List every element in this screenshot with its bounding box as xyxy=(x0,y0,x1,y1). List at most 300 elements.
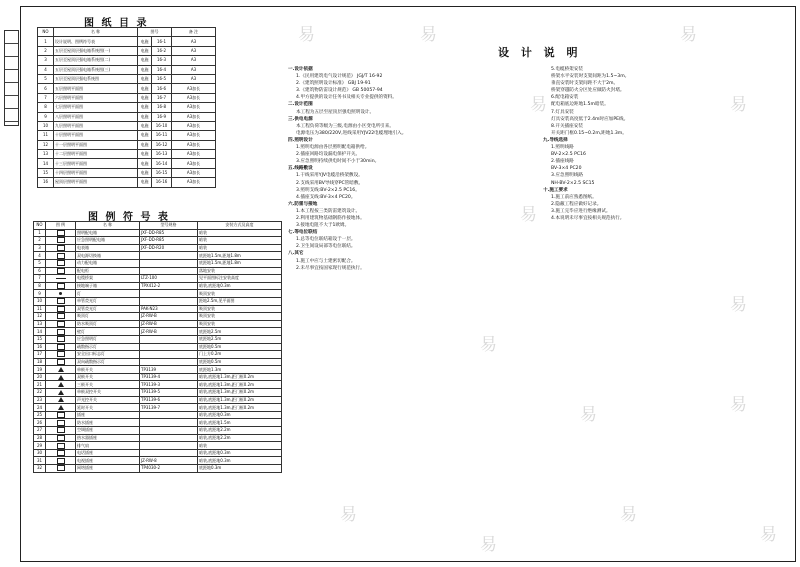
legend-install: 暗装,底距地0.3m xyxy=(198,282,282,290)
index-cell: 八层照明平面图 xyxy=(54,112,138,121)
legend-install: 距地2.5m,见平面图 xyxy=(198,297,282,305)
legend-symbol-icon xyxy=(57,427,65,433)
index-cell: 16-4 xyxy=(152,65,172,74)
legend-model: TP3139-5 xyxy=(140,389,198,397)
legend-model xyxy=(140,351,198,359)
legend-name: 声光控开关 xyxy=(76,396,140,404)
index-row xyxy=(38,159,216,168)
legend-symbol-icon xyxy=(57,336,65,342)
legend-install: 暗装,底距地1.3m,距门框0.2m xyxy=(198,373,282,381)
legend-name: 灯 xyxy=(76,290,140,298)
design-note-line: 8.开关插座安装 xyxy=(551,123,583,129)
index-cell: 电施 xyxy=(138,37,152,46)
design-note-line: 3.应急照明线路 xyxy=(551,173,583,179)
legend-model xyxy=(140,259,198,267)
design-note-line: 2.《建筑照明设计标准》 GBJ 19-91 xyxy=(296,81,371,87)
legend-model xyxy=(140,335,198,343)
design-note-line: 二.设计范围 xyxy=(288,102,313,108)
watermark: 易 xyxy=(730,395,747,415)
legend-symbol-icon xyxy=(57,268,65,274)
legend-row xyxy=(34,457,282,465)
legend-model xyxy=(140,267,198,275)
legend-name: 双电源切换箱 xyxy=(76,252,140,260)
legend-row xyxy=(34,297,282,305)
design-notes-left-column xyxy=(288,66,532,272)
legend-install: 暗装,底距地0.3m xyxy=(198,457,282,465)
design-notes-right-column xyxy=(543,66,783,222)
legend-symbol-icon xyxy=(57,321,65,327)
watermark: 易 xyxy=(480,535,497,555)
legend-symbol xyxy=(46,434,76,442)
legend-row xyxy=(34,335,282,343)
legend-install: 落地安装 xyxy=(198,267,282,275)
legend-header-cell: NO xyxy=(34,222,46,230)
drawing-index-title: 图 纸 目 录 xyxy=(84,18,149,29)
index-cell: 九层照明平面图 xyxy=(54,121,138,130)
legend-model: TPX412-2 xyxy=(140,282,198,290)
legend-no: 31 xyxy=(34,457,46,465)
index-row xyxy=(38,131,216,140)
index-cell: 设计说明、图例符号表 xyxy=(54,37,138,46)
design-note-line: 1.施工中应与土建密切配合。 xyxy=(296,258,356,264)
design-note-line: 五.线路敷设 xyxy=(288,166,313,172)
legend-no: 18 xyxy=(34,358,46,366)
legend-no: 23 xyxy=(34,396,46,404)
legend-no: 15 xyxy=(34,335,46,343)
legend-symbol xyxy=(46,335,76,343)
legend-header-cell: 安装方式及高度 xyxy=(198,222,282,230)
legend-symbol-icon xyxy=(57,465,65,471)
legend-name: 电话插座 xyxy=(76,449,140,457)
index-cell: A3加长 xyxy=(172,112,216,121)
title-block-cell xyxy=(5,31,18,44)
legend-name: 防水插座 xyxy=(76,419,140,427)
legend-model xyxy=(140,290,198,298)
legend-symbol-icon xyxy=(57,313,65,319)
legend-row xyxy=(34,411,282,419)
legend-symbol-icon xyxy=(58,397,64,402)
index-cell: 14 xyxy=(38,159,54,168)
design-note-line: 2.未尽事宜按国家现行规范执行。 xyxy=(296,265,365,271)
legend-name: 网络插座 xyxy=(76,465,140,473)
design-note-line: 2.利用建筑物基础钢筋作接地体。 xyxy=(296,215,365,221)
index-cell: 12 xyxy=(38,140,54,149)
legend-install: 暗装,底距地1.3m,距门框0.2m xyxy=(198,389,282,397)
index-cell: A3加长 xyxy=(172,84,216,93)
legend-name: 照明配电箱 xyxy=(76,229,140,237)
index-cell: A3 xyxy=(172,46,216,55)
index-cell: 电施 xyxy=(138,121,152,130)
design-note-line: 2.隐蔽工程应做好记录。 xyxy=(551,201,602,207)
index-cell: 16-8 xyxy=(152,103,172,112)
legend-model: LTZ-100 xyxy=(140,275,198,283)
legend-install: 暗装,底距地2.2m xyxy=(198,434,282,442)
legend-install: 暗装,底距地1.3m,距门框0.2m xyxy=(198,381,282,389)
design-note-line: 十.施工要求 xyxy=(543,187,568,193)
legend-install: 底距地1.3m xyxy=(198,366,282,374)
legend-symbol xyxy=(46,358,76,366)
legend-model: JZ-RW-B xyxy=(140,320,198,328)
legend-row xyxy=(34,259,282,267)
legend-no: 2 xyxy=(34,237,46,245)
legend-symbol xyxy=(46,465,76,473)
legend-symbol xyxy=(46,252,76,260)
legend-no: 21 xyxy=(34,381,46,389)
index-cell: A3加长 xyxy=(172,121,216,130)
index-cell: 16 xyxy=(38,178,54,187)
design-note-line: 3.应急照明持续供电时间不小于30min。 xyxy=(296,159,380,165)
legend-name: 双管荧光灯 xyxy=(76,305,140,313)
legend-name: 双向疏散指示灯 xyxy=(76,358,140,366)
legend-header-cell: 名 称 xyxy=(76,222,140,230)
legend-symbol xyxy=(46,396,76,404)
legend-symbol xyxy=(46,404,76,412)
legend-symbol-icon xyxy=(57,306,65,312)
legend-install: 吸顶安装 xyxy=(198,320,282,328)
legend-model: TP3139-6 xyxy=(140,396,198,404)
legend-row xyxy=(34,358,282,366)
index-cell: 3 xyxy=(38,56,54,65)
legend-row xyxy=(34,434,282,442)
legend-no: 9 xyxy=(34,290,46,298)
design-note-line: 桥架穿越防火分区处应做防火封堵。 xyxy=(551,88,625,94)
legend-name: 单极开关 xyxy=(76,366,140,374)
legend-name: 动力配电箱 xyxy=(76,259,140,267)
legend-install: 底距地0.5m xyxy=(198,343,282,351)
index-cell: 电施 xyxy=(138,103,152,112)
legend-row xyxy=(34,267,282,275)
design-note-line: 7.灯具安装 xyxy=(551,109,574,115)
legend-row xyxy=(34,404,282,412)
legend-row xyxy=(34,427,282,435)
index-cell: 16-2 xyxy=(152,46,172,55)
index-cell: 4 xyxy=(38,65,54,74)
legend-symbol xyxy=(46,373,76,381)
index-cell: 电施 xyxy=(138,140,152,149)
legend-symbol-icon xyxy=(57,458,65,464)
index-cell: 5 xyxy=(38,74,54,83)
watermark: 易 xyxy=(680,25,697,45)
index-cell: 五层至屋顶层强电箱系统图(二) xyxy=(54,56,138,65)
legend-no: 13 xyxy=(34,320,46,328)
index-cell: 8 xyxy=(38,103,54,112)
legend-row xyxy=(34,373,282,381)
legend-symbol xyxy=(46,282,76,290)
legend-symbol xyxy=(46,419,76,427)
legend-model: TP3139-7 xyxy=(140,404,198,412)
legend-install: 底距地1.5m,距地1.8m xyxy=(198,259,282,267)
index-cell: A3 xyxy=(172,37,216,46)
legend-install: 门上方0.2m xyxy=(198,351,282,359)
legend-name: 应急照明灯 xyxy=(76,335,140,343)
index-row xyxy=(38,74,216,83)
index-row xyxy=(38,65,216,74)
legend-no: 29 xyxy=(34,442,46,450)
watermark: 易 xyxy=(620,505,637,525)
legend-install: 吸顶安装 xyxy=(198,305,282,313)
legend-row xyxy=(34,282,282,290)
index-cell: A3加长 xyxy=(172,168,216,177)
legend-no: 16 xyxy=(34,343,46,351)
index-cell: 五层至屋顶层强电箱系统图(一) xyxy=(54,46,138,55)
index-row xyxy=(38,56,216,65)
index-row xyxy=(38,84,216,93)
index-row xyxy=(38,140,216,149)
index-cell: 16-10 xyxy=(152,121,172,130)
legend-install: 暗装,底距地1.3m,距门框0.2m xyxy=(198,404,282,412)
legend-symbol-icon xyxy=(57,260,65,266)
index-row xyxy=(38,112,216,121)
legend-no: 12 xyxy=(34,313,46,321)
legend-symbol xyxy=(46,442,76,450)
legend-symbol xyxy=(46,290,76,298)
design-note-line: 七.等电位联结 xyxy=(288,230,318,236)
index-row xyxy=(38,103,216,112)
index-cell: 7 xyxy=(38,93,54,102)
design-note-line: BV-3×4 PC20 xyxy=(551,166,582,172)
design-note-line: 4.本说明未尽事宜按相关规范执行。 xyxy=(551,215,625,221)
design-note-line: 本工程为五层至屋顶层强电照明设计。 xyxy=(296,109,375,115)
legend-model xyxy=(140,343,198,351)
index-cell: 十二层照明平面图 xyxy=(54,150,138,159)
design-note-line: 2.支线采用BV导线穿PC管暗敷。 xyxy=(296,180,364,186)
legend-install: 底距地0.5m xyxy=(198,358,282,366)
legend-model: JXF-DD-R85 xyxy=(140,237,198,245)
legend-row xyxy=(34,244,282,252)
index-cell: 十一层照明平面图 xyxy=(54,140,138,149)
legend-row xyxy=(34,419,282,427)
legend-install: 吸顶安装 xyxy=(198,313,282,321)
legend-no: 32 xyxy=(34,465,46,473)
design-note-line: 3.接地电阻不大于1欧姆。 xyxy=(296,223,350,229)
watermark: 易 xyxy=(480,335,497,355)
index-cell: 电施 xyxy=(138,112,152,121)
legend-row xyxy=(34,442,282,450)
legend-model xyxy=(140,411,198,419)
design-note-line: 2.插座回路均设漏电保护开关。 xyxy=(296,152,361,158)
legend-install: 暗装,底距地1.3m,距门框0.2m xyxy=(198,396,282,404)
legend-no: 27 xyxy=(34,427,46,435)
legend-name: 防水吸顶灯 xyxy=(76,320,140,328)
legend-name: 空调插座 xyxy=(76,427,140,435)
watermark: 易 xyxy=(730,295,747,315)
design-note-line: 1.施工前应熟悉图纸。 xyxy=(551,194,597,200)
legend-model: JZ-RW-B xyxy=(140,313,198,321)
title-block-cell xyxy=(5,96,18,109)
legend-symbol-icon xyxy=(57,435,65,441)
index-cell: A3加长 xyxy=(172,140,216,149)
design-note-line: 3.施工完毕应进行绝缘测试。 xyxy=(551,208,611,214)
index-cell: 电施 xyxy=(138,65,152,74)
design-note-line: 5.电缆桥架安装 xyxy=(551,67,583,72)
index-cell: 13 xyxy=(38,150,54,159)
legend-model xyxy=(140,449,198,457)
legend-symbol xyxy=(46,427,76,435)
design-note-line: 桥架水平安装时支架间距为1.5~3m。 xyxy=(551,74,630,80)
legend-no: 1 xyxy=(34,229,46,237)
legend-row xyxy=(34,252,282,260)
legend-no: 19 xyxy=(34,366,46,374)
legend-symbol-icon xyxy=(57,230,65,236)
legend-name: 插座 xyxy=(76,411,140,419)
index-cell: 电施 xyxy=(138,178,152,187)
legend-title: 图 例 符 号 表 xyxy=(88,212,170,223)
design-note-line: 四.照明设计 xyxy=(288,137,313,143)
legend-install: 底距地2.5m xyxy=(198,328,282,336)
index-row xyxy=(38,46,216,55)
legend-symbol-icon xyxy=(57,298,65,304)
index-cell: 十四层照明平面图 xyxy=(54,168,138,177)
legend-symbol-icon xyxy=(57,329,65,335)
legend-symbol xyxy=(46,305,76,313)
legend-model: JZ-RW-8 xyxy=(140,457,198,465)
legend-row xyxy=(34,229,282,237)
design-note-line: 3.照明支线:BV-2×2.5 PC16。 xyxy=(296,187,360,193)
legend-no: 8 xyxy=(34,282,46,290)
legend-symbol xyxy=(46,449,76,457)
legend-symbol-icon xyxy=(57,237,65,243)
legend-symbol xyxy=(46,267,76,275)
index-cell: 屋顶层照明平面图 xyxy=(54,178,138,187)
legend-no: 17 xyxy=(34,351,46,359)
legend-row xyxy=(34,389,282,397)
legend-model xyxy=(140,434,198,442)
legend-name: 排气扇 xyxy=(76,442,140,450)
legend-no: 28 xyxy=(34,434,46,442)
legend-no: 7 xyxy=(34,275,46,283)
legend-symbol xyxy=(46,381,76,389)
legend-model: JXF-DD-R20 xyxy=(140,244,198,252)
design-note-line: 垂直安装时支架间距不大于2m。 xyxy=(551,81,619,87)
legend-no: 6 xyxy=(34,267,46,275)
legend-install: 底距地0.3m xyxy=(198,465,282,473)
legend-name: 电视插座 xyxy=(76,457,140,465)
legend-row xyxy=(34,449,282,457)
design-note-line: 4.甲方提供的设计任务书及相关专业提供的资料。 xyxy=(296,95,397,101)
index-cell: 电施 xyxy=(138,168,152,177)
legend-no: 10 xyxy=(34,297,46,305)
index-cell: 电施 xyxy=(138,93,152,102)
watermark: 易 xyxy=(340,505,357,525)
legend-row xyxy=(34,237,282,245)
legend-model: TP3139 xyxy=(140,366,198,374)
index-cell: 电施 xyxy=(138,74,152,83)
legend-symbol xyxy=(46,275,76,283)
index-row xyxy=(38,37,216,46)
index-cell: A3加长 xyxy=(172,93,216,102)
legend-model: TP4030-2 xyxy=(140,465,198,473)
index-row xyxy=(38,168,216,177)
title-block-cell xyxy=(5,83,18,96)
legend-symbol-icon xyxy=(57,253,65,259)
legend-name: 壁灯 xyxy=(76,328,140,336)
index-cell: A3 xyxy=(172,56,216,65)
design-note-line: 1.照明电源由各层照明配电箱供给。 xyxy=(296,145,370,151)
design-note-line: 1.干线采用YJV电缆沿桥架敷设。 xyxy=(296,173,363,179)
legend-name: 热水器插座 xyxy=(76,434,140,442)
index-cell: 十三层照明平面图 xyxy=(54,159,138,168)
index-header-cell: 备 注 xyxy=(172,28,216,37)
legend-name: 延时开关 xyxy=(76,404,140,412)
index-cell: 五层至屋顶层强电箱系统图(三) xyxy=(54,65,138,74)
legend-symbol-icon xyxy=(57,420,65,426)
watermark: 易 xyxy=(760,525,777,545)
design-notes-title: 设 计 说 明 xyxy=(498,46,582,59)
legend-model xyxy=(140,419,198,427)
index-cell: 16-6 xyxy=(152,84,172,93)
legend-symbol xyxy=(46,343,76,351)
design-note-line: 九.导线选择 xyxy=(543,137,568,143)
legend-symbol xyxy=(46,237,76,245)
legend-symbol-icon xyxy=(57,412,65,418)
watermark: 易 xyxy=(520,205,537,225)
title-block-cell xyxy=(5,44,18,57)
legend-symbol-icon xyxy=(58,375,64,380)
legend-install: 暗装,底距地0.3m xyxy=(198,449,282,457)
design-note-line: 1.总等电位联结箱设于一层。 xyxy=(296,237,356,243)
design-note-line: 2.插座线路 xyxy=(551,159,574,165)
legend-model xyxy=(140,358,198,366)
legend-symbol xyxy=(46,229,76,237)
design-note-line: 3.《建筑物防雷设计规范》 GB 50057-94 xyxy=(296,88,383,94)
design-note-line: 1.本工程按三类防雷建筑设计。 xyxy=(296,208,361,214)
index-cell: 16-11 xyxy=(152,131,172,140)
legend-install: 暗装,底距地0.3m xyxy=(198,411,282,419)
legend-no: 11 xyxy=(34,305,46,313)
index-cell: 10 xyxy=(38,121,54,130)
legend-name: 吸顶灯 xyxy=(76,313,140,321)
index-cell: 16-5 xyxy=(152,74,172,83)
index-cell: 16-14 xyxy=(152,159,172,168)
legend-symbol-icon xyxy=(57,443,65,449)
index-cell: 16-13 xyxy=(152,150,172,159)
legend-symbol-icon xyxy=(58,367,64,372)
index-cell: 16-12 xyxy=(152,140,172,149)
design-note-line: 本工程负荷等级为三级,电源由小区变电所引来。 xyxy=(296,123,394,129)
legend-symbol-icon xyxy=(57,351,65,357)
legend-symbol xyxy=(46,313,76,321)
index-cell: 16-3 xyxy=(152,56,172,65)
legend-no: 22 xyxy=(34,389,46,397)
legend-row xyxy=(34,313,282,321)
legend-model: TP3139-3 xyxy=(140,381,198,389)
index-cell: 七层照明平面图 xyxy=(54,103,138,112)
legend-header-cell: 型号规格 xyxy=(140,222,198,230)
index-cell: 1 xyxy=(38,37,54,46)
legend-symbol-icon xyxy=(58,390,64,395)
index-cell: 六层照明平面图 xyxy=(54,93,138,102)
design-note-line: 三.供电电源 xyxy=(288,116,313,122)
design-note-line: 一.设计依据 xyxy=(288,67,313,72)
index-cell: 电施 xyxy=(138,150,152,159)
index-header-cell: 图号 xyxy=(138,28,172,37)
legend-no: 30 xyxy=(34,449,46,457)
index-cell: 五层至屋顶层强电系统图 xyxy=(54,74,138,83)
index-cell: A3加长 xyxy=(172,131,216,140)
title-block-strip xyxy=(4,30,19,126)
legend-symbol-icon xyxy=(57,450,65,456)
legend-no: 14 xyxy=(34,328,46,336)
watermark: 易 xyxy=(530,95,547,115)
title-block-cell xyxy=(5,109,18,122)
legend-name: 单极双控开关 xyxy=(76,389,140,397)
index-cell: 电施 xyxy=(138,159,152,168)
legend-row xyxy=(34,305,282,313)
legend-symbol xyxy=(46,411,76,419)
legend-symbol-icon xyxy=(57,359,65,365)
legend-row xyxy=(34,275,282,283)
index-row xyxy=(38,121,216,130)
